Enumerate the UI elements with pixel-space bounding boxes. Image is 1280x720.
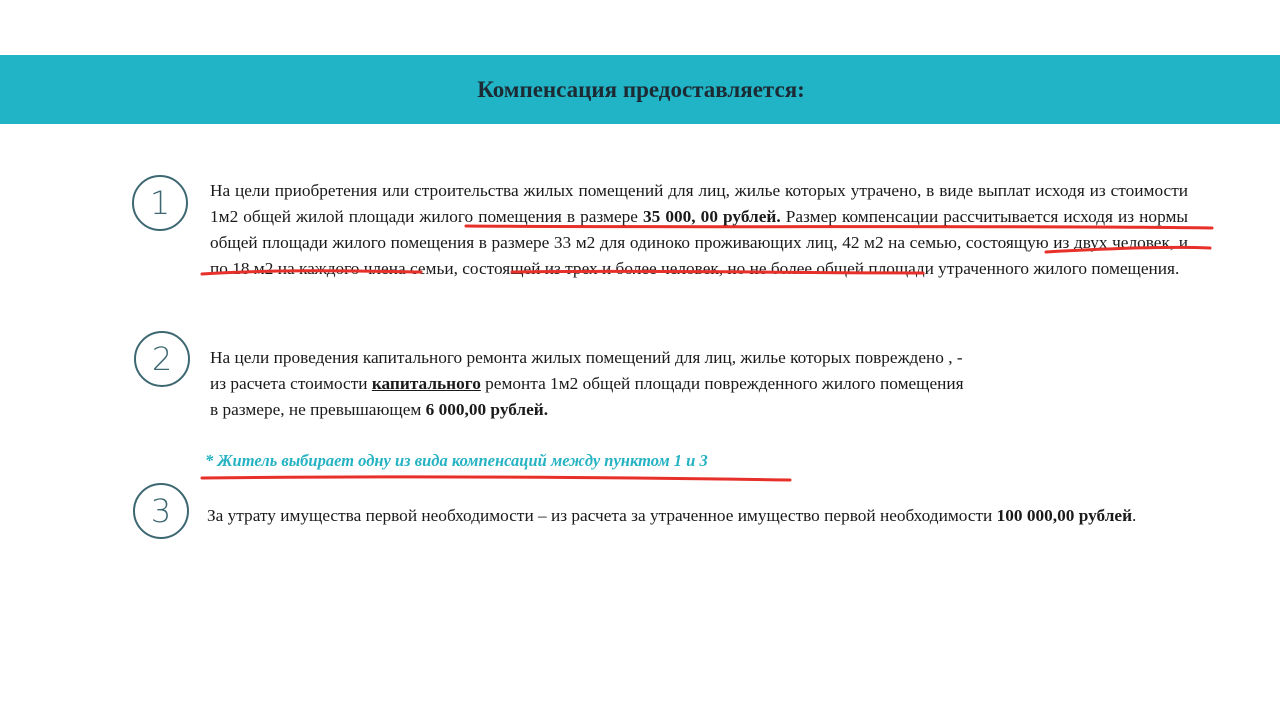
item-2-text (210, 345, 1170, 423)
item-3-text-c: . (1132, 506, 1137, 525)
header-bar (0, 55, 1280, 124)
item-2-line-2-c: ремонта 1м2 общей площади поврежденного жилого помещения (480, 374, 964, 393)
item-2-line-2 (210, 371, 1170, 397)
number-circle-3: 3 (133, 483, 189, 539)
item-2-line-2-a: из расчета стоимости (210, 374, 372, 393)
item-3-text-a: За утрату имущества первой необходимости – из расчета за утраченное имущество первой необходимости (207, 506, 997, 525)
page-title: Компенсация предоставляется: (477, 76, 805, 102)
item-1-amount: 35 000, 00 рублей. (643, 207, 781, 226)
item-2-line-1: На цели проведения капитального ремонта жилых помещений для лиц, жилье которых повреждено , - (210, 348, 963, 367)
item-3-text (207, 503, 1139, 529)
number-circle-1: 1 (132, 175, 188, 231)
selection-note: * Житель выбирает одну из вида компенсаций между пунктом 1 и 3 (205, 451, 708, 470)
item-1-text-a: На цели приобретения или строительства жилых помещений для лиц, жилье которых утрачено, в виде выплат исходя из стоимости 1м2 общей жилой площади жилого помещения в размере (210, 181, 1188, 226)
item-3-amount: 100 000,00 рублей (996, 506, 1133, 525)
item-2-line-3 (210, 397, 1170, 423)
item-2-amount: 6 000,00 рублей. (425, 400, 549, 419)
number-circle-2: 2 (134, 331, 190, 387)
item-2-line-3-a: в размере, не превышающем (210, 400, 426, 419)
item-1-text-c: Размер компенсации рассчитывается исходя из нормы общей площади жилого помещения в размере 33 м2 для одиноко проживающих лиц, 42 м2 на семью, состоящую из двух человек, и по 18 м2 на каждого члена семьи, состоящей из трех и более человек, но не более общей площади утраченного жилого помещения. (210, 207, 1188, 278)
item-2-underlined-word: капитального (371, 374, 481, 393)
annotation-underline-5 (202, 477, 790, 480)
item-1-text (210, 178, 1188, 282)
